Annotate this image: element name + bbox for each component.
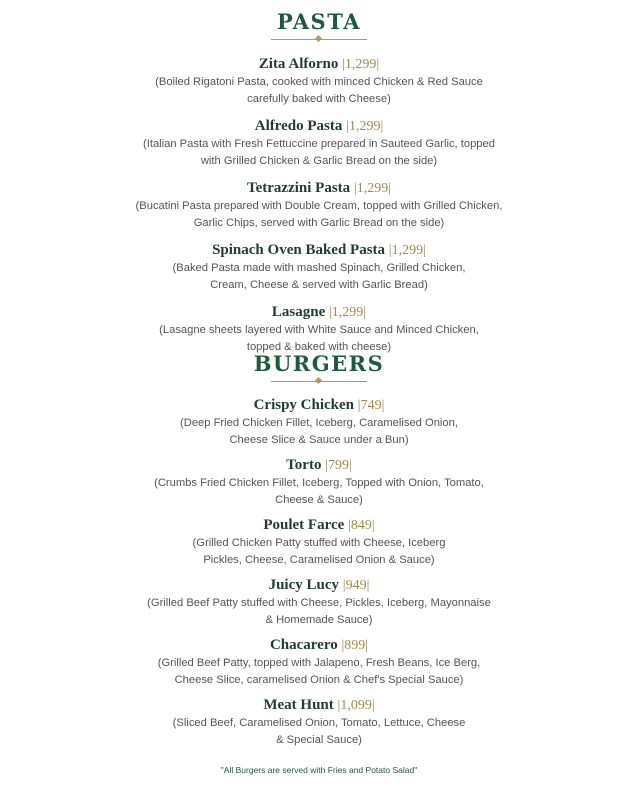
menu-item-description: Cheese Slice, caramelised Onion & Chef's Special Sauce) [174,673,464,686]
menu-item-description: Cheese & Sauce) [275,493,363,506]
menu-item-description: (Grilled Beef Patty, topped with Jalapeno, Fresh Beans, Ice Berg, [157,657,481,669]
menu-item [0,576,638,628]
burgers-section [0,352,638,776]
menu-item [0,241,638,293]
menu-item-description: (Lasagne sheets layered with White Sauce and Minced Chicken, [159,324,479,336]
menu-item-description: Pickles, Cheese, Caramelised Onion & Sauce) [203,553,435,566]
menu-item-price: |1,299| [342,57,380,72]
menu-item-description: (Italian Pasta with Fresh Fettuccine prepared in Sauteed Garlic, topped [143,138,495,150]
menu-item-description: carefully baked with Cheese) [247,92,391,105]
menu-item-name: Spinach Oven Baked Pasta [212,242,386,258]
menu-item-description: (Sliced Beef, Caramelised Onion, Tomato, Lettuce, Cheese [172,717,466,729]
menu-item-heading [0,456,638,475]
menu-item [0,696,638,748]
diamond-ornament-icon [315,377,322,384]
menu-item-description: Cheese Slice & Sauce under a Bun) [229,433,409,446]
menu-item-heading [0,516,638,535]
menu-item-name: Juicy Lucy [268,577,340,593]
menu-item-price: |1,299| [353,181,392,196]
menu-item [0,117,638,169]
menu-item-description: (Crumbs Fried Chicken Fillet, Iceberg, Topped with Onion, Tomato, [154,477,484,489]
menu-item [0,179,638,231]
menu-item-description: (Grilled Chicken Patty stuffed with Cheese, Iceberg [192,537,446,549]
menu-item-price: |1,299| [388,243,426,258]
menu-item-name: Zita Alforno [258,56,339,72]
menu-item-name: Poulet Farce [263,517,345,533]
menu-item-description: (Grilled Beef Patty stuffed with Cheese, Pickles, Iceberg, Mayonnaise [147,597,491,609]
menu-item-heading [0,636,638,655]
menu-item-price: |749| [357,398,385,413]
menu-item-description: (Deep Fried Chicken Fillet, Iceberg, Caramelised Onion, [180,417,458,429]
menu-item-name: Crispy Chicken [253,397,355,413]
pasta-section [0,10,638,355]
section-title-burgers: BURGERS [253,351,385,376]
menu-item-name: Tetrazzini Pasta [246,180,351,196]
menu-item-heading [0,696,638,715]
menu-item-price: |799| [325,458,352,473]
menu-item [0,516,638,568]
menu-item-description: Garlic Chips, served with Garlic Bread on the side) [193,216,445,229]
menu-item-name: Chacarero [269,637,338,653]
menu-item-name: Lasagne [271,304,326,320]
menu-item [0,636,638,688]
menu-item-price: |949| [342,578,370,593]
menu-item-heading [0,241,638,260]
menu-item-description: with Grilled Chicken & Garlic Bread on the side) [200,154,438,167]
menu-item-description: (Boiled Rigatoni Pasta, cooked with minced Chicken & Red Sauce [155,76,483,88]
menu-item-name: Torto [286,457,322,473]
menu-item-description: (Bucatini Pasta prepared with Double Cream, topped with Grilled Chicken, [135,200,503,212]
menu-item-description: (Baked Pasta made with mashed Spinach, Grilled Chicken, [172,262,466,274]
menu-item-price: |1,299| [346,119,384,134]
burgers-footnote: "All Burgers are served with Fries and Potato Salad" [220,765,418,775]
menu-item-description: Cream, Cheese & served with Garlic Bread) [210,278,428,291]
menu-item [0,55,638,107]
ornamental-divider [271,36,367,43]
menu-item-heading [0,55,638,74]
menu-item-description: & Special Sauce) [276,733,362,746]
section-title-pasta: PASTA [277,9,361,34]
menu-item-price: |899| [341,638,369,653]
menu-item [0,396,638,448]
menu-item-name: Alfredo Pasta [254,118,343,134]
menu-item-price: |849| [348,518,375,533]
menu-item-description: & Homemade Sauce) [265,613,373,626]
menu-item-heading [0,117,638,136]
menu-item-heading [0,396,638,415]
menu-item [0,303,638,355]
menu-item-heading [0,576,638,595]
menu-item-heading [0,303,638,322]
menu-item-heading [0,179,638,198]
menu-item [0,456,638,508]
menu-item-price: |1,099| [337,698,375,713]
menu-item-description: topped & baked with cheese) [246,340,392,353]
menu-item-price: |1,299| [328,305,367,320]
ornamental-divider [271,378,367,385]
menu-item-name: Meat Hunt [263,697,334,713]
diamond-ornament-icon [315,35,322,42]
